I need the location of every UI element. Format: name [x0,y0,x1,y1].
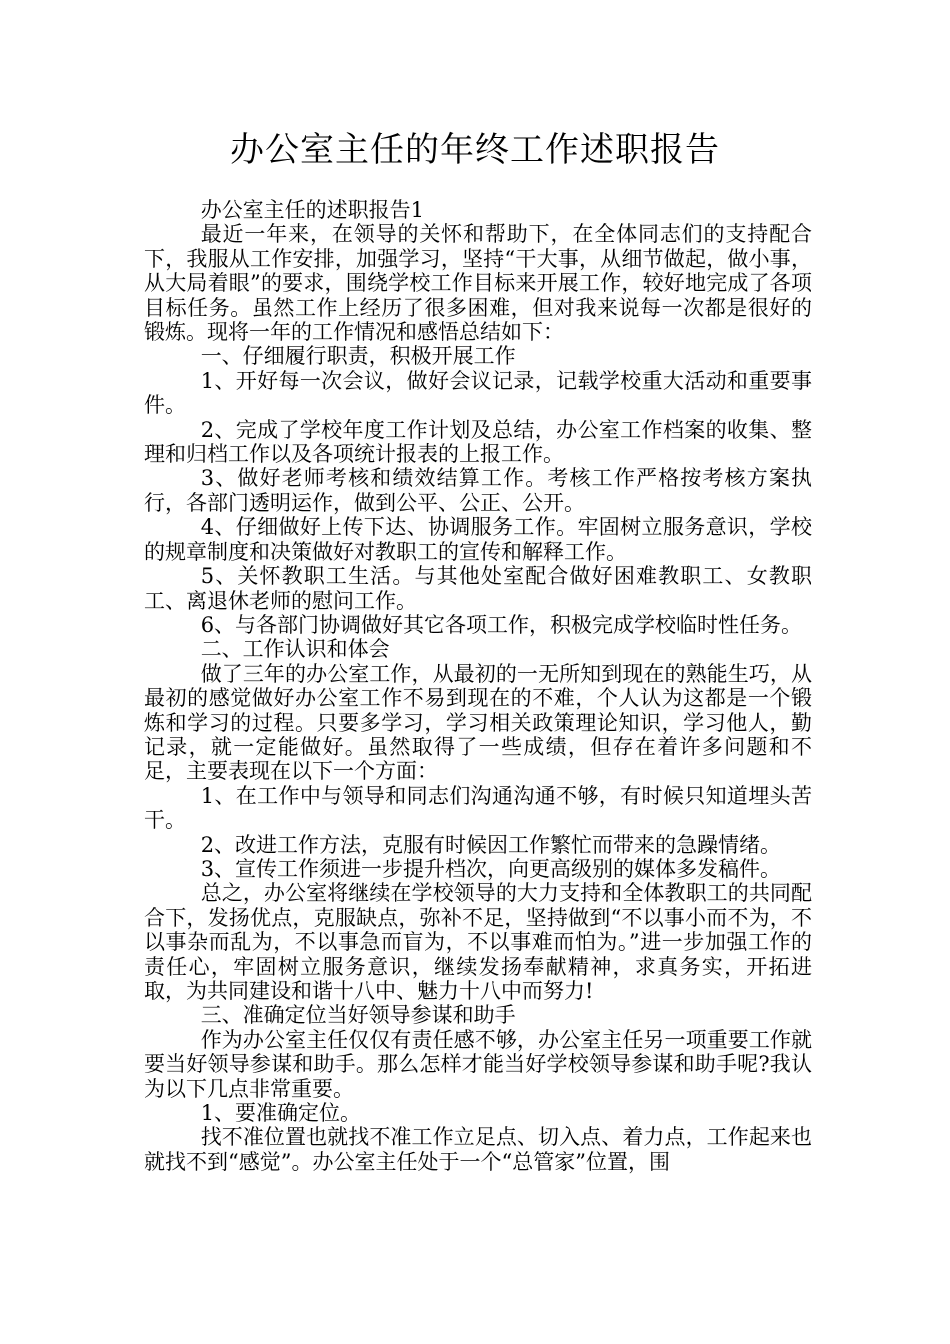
list-item-1-6: 6、与各部门协调做好其它各项工作，积极完成学校临时性任务。 [200,612,803,637]
list-item-1-2: 2、完成了学校年度工作计划及总结，办公室工作档案的收集、整理和归档工作以及各项统计报表的上报工作。 [144,417,812,467]
section-heading-3: 三、准确定位当好领导参谋和助手 [200,1003,516,1028]
section-3-paragraph: 作为办公室主任仅仅有责任感不够，办公室主任另一项重要工作就要当好领导参谋和助手。那么怎样才能当好学校领导参谋和助手呢?我认为以下几点非常重要。 [144,1027,812,1101]
list-item-2-1: 1、在工作中与领导和同志们沟通沟通不够，有时候只知道埋头苦干。 [144,783,812,833]
list-item-1-1: 1、开好每一次会议，做好会议记录，记载学校重大活动和重要事件。 [144,368,812,418]
list-item-2-2: 2、改进工作方法，克服有时候因工作繁忙而带来的急躁情绪。 [200,832,782,857]
section-3-continuation: 找不准位置也就找不准工作立足点、切入点、着力点，工作起来也就找不到“感觉”。办公室主任处于一个“总管家”位置，围 [144,1125,812,1174]
summary-paragraph: 总之，办公室将继续在学校领导的大力支持和全体教职工的共同配合下，发扬优点，克服缺点，弥补不足，坚持做到“不以事小而不为，不以事杂而乱为，不以事急而盲为，不以事难而怕为。”进一步加强工作的责任心，牢固树立服务意识，继续发扬奉献精神，求真务实，开拓进取，为共同建设和谐十八中、魅力十八中而努力! [144,881,812,1003]
section-2-paragraph: 做了三年的办公室工作，从最初的一无所知到现在的熟能生巧，从最初的感觉做好办公室工作不易到现在的不难，个人认为这都是一个锻炼和学习的过程。只要多学习，学习相关政策理论知识，学习他人，勤记录，就一定能做好。虽然取得了一些成绩，但存在着许多问题和不足，主要表现在以下一个方面： [144,661,812,784]
list-item-3-1: 1、要准确定位。 [200,1101,362,1126]
report-subtitle: 办公室主任的述职报告1 [200,198,425,222]
section-heading-1: 一、仔细履行职责，积极开展工作 [200,344,516,369]
list-item-1-4: 4、仔细做好上传下达、协调服务工作。牢固树立服务意识，学校的规章制度和决策做好对教职工的宣传和解释工作。 [144,515,812,564]
list-item-1-5: 5、关怀教职工生活。与其他处室配合做好困难教职工、女教职工、离退休老师的慰问工作。 [144,564,812,613]
list-item-2-3: 3、宣传工作须进一步提升档次，向更高级别的媒体多发稿件。 [200,856,782,881]
list-item-1-3: 3、做好老师考核和绩效结算工作。考核工作严格按考核方案执行，各部门透明运作，做到公平、公正、公开。 [144,466,812,515]
section-heading-2: 二、工作认识和体会 [200,637,390,662]
document-body [144,198,812,1174]
intro-paragraph: 最近一年来，在领导的关怀和帮助下，在全体同志们的支持配合下，我服从工作安排，加强学习，坚持“干大事，从细节做起，做小事，从大局着眼”的要求，围绕学校工作目标来开展工作，较好地完成了各项目标任务。虽然工作上经历了很多困难，但对我来说每一次都是很好的锻炼。现将一年的工作情况和感悟总结如下： [144,222,812,345]
document-title: 办公室主任的年终工作述职报告 [230,130,720,170]
